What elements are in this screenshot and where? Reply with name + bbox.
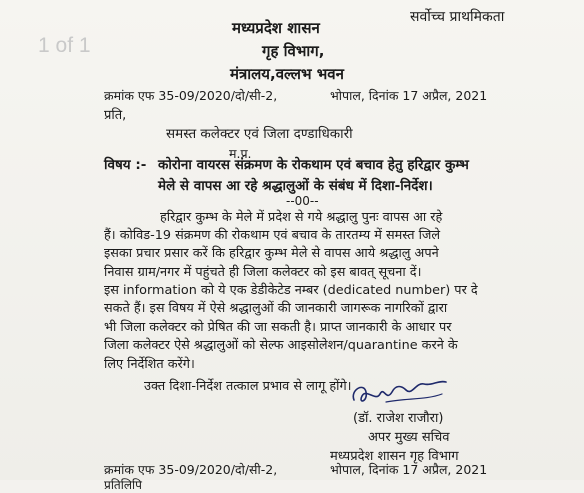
page-indicator: 1 of 1 (38, 34, 91, 57)
signatory-name: (डॉ. राजेश राजौरा) (353, 411, 444, 426)
body-line: भी जिला कलेक्टर को प्रेषित की जा सकती है। प्राप्त जानकारी के आधार पर (104, 320, 452, 335)
body-line: निवास ग्राम/नगर में पहुंचते ही जिला कलेक्टर को इस बावत् सूचना दें। (104, 265, 422, 280)
body-line: इसका प्रचार प्रसार करें कि हरिद्वार कुम्भ मेले से वापस आये श्रद्धालु अपने (104, 246, 439, 261)
signatory-department: मध्यप्रदेश शासन गृह विभाग (330, 449, 459, 464)
separator: --00-- (286, 194, 319, 208)
header-government: मध्यप्रदेश शासन (232, 19, 320, 37)
closing-line: उक्त दिशा-निर्देश तत्काल प्रभाव से लागू होंगे। (144, 379, 352, 394)
body-line: जिला कलेक्टर ऐसे श्रद्धालुओं को सेल्फ आइसोलेशन/quarantine करने के (104, 338, 458, 353)
place-date: भोपाल, दिनांक 17 अप्रैल, 2021 (330, 88, 488, 103)
addressee-line-1: समस्त कलेक्टर एवं जिला दण्डाधिकारी (166, 126, 353, 142)
header-department: गृह विभाग, (262, 42, 325, 60)
priority-label: सर्वोच्च प्राथमिकता (410, 9, 505, 25)
place-date-2: भोपाल, दिनांक 17 अप्रैल, 2021 (330, 462, 488, 477)
body-line: हैं। कोविड-19 संक्रमण की रोकथाम एवं बचाव के तारतम्य में समस्त जिले (104, 228, 441, 243)
subject-label: विषय :- (104, 157, 147, 173)
addressee-line-2: म.प्र. (229, 146, 252, 161)
signatory-title: अपर मुख्य सचिव (368, 430, 450, 445)
subject-line-1: कोरोना वायरस संक्रमण के रोकथाम एवं बचाव हेतु हरिद्वार कुम्भ (158, 157, 469, 173)
prati-label: प्रति, (104, 108, 127, 123)
body-line: इस information को ये एक डेडीकेटेड नम्बर (dedicated number) पर दे (104, 283, 478, 298)
body-line: लिए निर्देशित करेंगे। (104, 357, 195, 372)
header-ministry: मंत्रालय,वल्लभ भवन (230, 65, 344, 83)
reference-number: क्रमांक एफ 35-09/2020/दो/सी-2, (104, 88, 278, 103)
handwritten-signature (346, 372, 456, 412)
copy-label: प्रतिलिपि (104, 478, 142, 492)
subject-line-2: मेले से वापस आ रहे श्रद्धालुओं के संबंध में दिशा-निर्देश। (158, 178, 433, 194)
reference-number-2: क्रमांक एफ 35-09/2020/दो/सी-2, (104, 462, 278, 477)
body-line: सकते हैं। इस विषय में ऐसे श्रद्धालुओं की जानकारी जागरूक नागरिकों द्वारा (104, 301, 448, 316)
body-line: हरिद्वार कुम्भ के मेले में प्रदेश से गये श्रद्धालु पुनः वापस आ रहे (160, 210, 443, 225)
